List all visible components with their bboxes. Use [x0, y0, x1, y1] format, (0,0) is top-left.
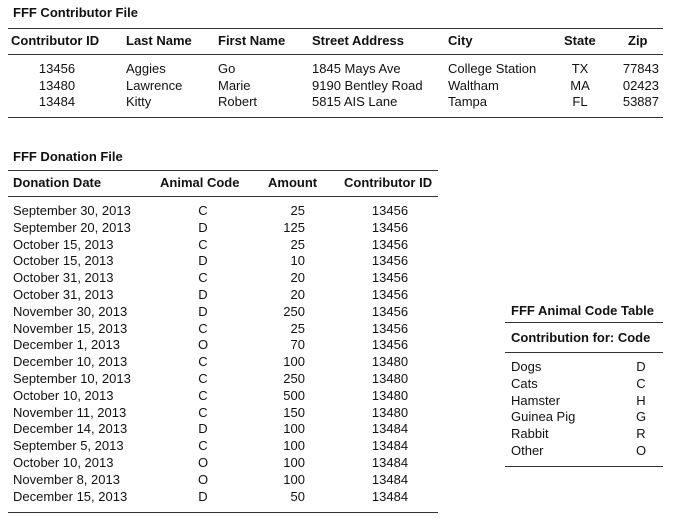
donation-cell-amount: 10 — [290, 253, 305, 269]
donation-cell-donation-date: September 20, 2013 — [13, 219, 131, 235]
contributor-cell-street-address: 1845 Mays Ave — [312, 61, 401, 76]
contributor-cell-contributor-id: 13484 — [38, 94, 76, 109]
donation-cell-amount: 20 — [290, 287, 305, 302]
donation-cell-donation-date: December 10, 2013 — [13, 354, 128, 370]
donation-cell-animal-code: C — [198, 354, 208, 370]
donation-cell-amount: 50 — [290, 488, 305, 504]
contributor-header-rule — [8, 54, 663, 55]
donation-cell-donation-date: September 10, 2013 — [13, 371, 131, 386]
donation-cell-donation-date: October 10, 2013 — [13, 387, 114, 403]
donation-cell-donation-date: October 15, 2013 — [13, 253, 114, 269]
animal-cell-animal-name: Guinea Pig — [511, 409, 576, 425]
contributor-cell-last-name: Aggies — [126, 61, 166, 76]
donation-cell-donation-date: December 14, 2013 — [13, 421, 128, 437]
donation-cell-amount: 100 — [283, 354, 305, 370]
donation-cell-donation-date: October 15, 2013 — [13, 236, 114, 252]
contributor-cell-zip: 53887 — [622, 94, 659, 109]
donation-cell-donation-date: December 1, 2013 — [13, 337, 120, 353]
donation-cell-donation-date: November 30, 2013 — [13, 303, 128, 319]
donation-cell-donation-date: September 30, 2013 — [13, 203, 131, 218]
donation-top-rule — [8, 170, 438, 171]
donation-cell-animal-code: C — [198, 203, 208, 218]
contributor-top-rule — [8, 28, 663, 29]
donation-cell-animal-code: C — [198, 236, 208, 252]
animal-code-header: Contribution for: Code — [511, 330, 651, 345]
donation-cell-animal-code: C — [198, 404, 208, 420]
donation-cell-animal-code: D — [198, 303, 208, 319]
donation-cell-contributor-id: 13484 — [371, 488, 409, 504]
donation-cell-contributor-id: 13480 — [371, 371, 409, 386]
donation-cell-amount: 100 — [283, 421, 305, 437]
donation-cell-amount: 250 — [283, 303, 305, 319]
animal-bottom-rule — [505, 466, 663, 467]
contributor-cell-state: TX — [571, 61, 589, 76]
donation-cell-donation-date: October 31, 2013 — [13, 270, 114, 286]
donation-cell-contributor-id: 13456 — [371, 203, 409, 218]
donation-cell-contributor-id: 13456 — [371, 236, 409, 252]
donation-cell-donation-date: September 5, 2013 — [13, 438, 124, 454]
animal-cell-code: G — [635, 409, 647, 425]
donation-cell-animal-code: O — [197, 471, 209, 487]
donation-cell-amount: 25 — [290, 203, 305, 218]
donation-cell-amount: 250 — [283, 371, 305, 386]
column-header-last-name: Last Name — [126, 33, 192, 48]
donation-bottom-rule — [8, 512, 438, 513]
contributor-file-title: FFF Contributor File — [13, 5, 138, 20]
donation-cell-amount: 150 — [283, 404, 305, 420]
contributor-cell-first-name: Marie — [218, 77, 251, 93]
donation-cell-contributor-id: 13456 — [371, 287, 409, 302]
column-header-amount: Amount — [268, 175, 318, 190]
column-header-contributor-id: Contributor ID — [11, 33, 100, 48]
contributor-cell-state: FL — [572, 94, 588, 109]
donation-cell-contributor-id: 13456 — [371, 270, 409, 286]
donation-cell-animal-code: O — [197, 337, 209, 353]
donation-cell-amount: 100 — [283, 471, 305, 487]
donation-cell-animal-code: D — [198, 421, 208, 437]
contributor-cell-first-name: Robert — [218, 94, 258, 109]
donation-cell-amount: 70 — [290, 337, 305, 353]
donation-cell-donation-date: November 15, 2013 — [13, 320, 128, 336]
donation-cell-donation-date: October 31, 2013 — [13, 287, 114, 302]
contributor-cell-last-name: Kitty — [126, 94, 152, 109]
donation-cell-donation-date: November 8, 2013 — [13, 471, 120, 487]
donation-cell-contributor-id: 13456 — [371, 253, 409, 269]
contributor-cell-zip: 02423 — [622, 77, 659, 93]
contributor-cell-street-address: 9190 Bentley Road — [312, 77, 423, 93]
contributor-cell-zip: 77843 — [622, 61, 659, 76]
animal-cell-code: H — [636, 392, 646, 408]
donation-cell-animal-code: C — [198, 320, 208, 336]
donation-cell-contributor-id: 13456 — [371, 337, 409, 353]
animal-cell-animal-name: Hamster — [511, 392, 561, 408]
donation-cell-amount: 500 — [283, 387, 305, 403]
animal-top-rule — [505, 322, 663, 323]
column-header-street-address: Street Address — [312, 33, 404, 48]
donation-header-rule — [8, 196, 438, 197]
column-header-first-name: First Name — [218, 33, 286, 48]
contributor-cell-street-address: 5815 AIS Lane — [312, 94, 398, 109]
animal-cell-code: R — [636, 426, 646, 442]
column-header-contributor-id: Contributor ID — [344, 175, 433, 190]
donation-cell-contributor-id: 13480 — [371, 354, 409, 370]
donation-cell-contributor-id: 13456 — [371, 303, 409, 319]
column-header-state: State — [564, 33, 596, 48]
donation-cell-donation-date: November 11, 2013 — [13, 404, 127, 420]
contributor-cell-first-name: Go — [218, 61, 236, 76]
donation-cell-amount: 125 — [283, 219, 305, 235]
animal-cell-animal-name: Cats — [511, 375, 538, 391]
column-header-zip: Zip — [628, 33, 648, 48]
donation-cell-amount: 20 — [290, 270, 305, 286]
donation-cell-contributor-id: 13484 — [371, 438, 409, 454]
column-header-city: City — [448, 33, 473, 48]
contributor-cell-city: College Station — [448, 61, 537, 76]
donation-cell-contributor-id: 13484 — [371, 455, 409, 470]
column-header-animal-code: Animal Code — [160, 175, 240, 190]
donation-cell-animal-code: D — [198, 488, 208, 504]
donation-cell-amount: 25 — [290, 236, 305, 252]
animal-cell-code: O — [635, 443, 647, 458]
donation-cell-animal-code: C — [198, 387, 208, 403]
animal-cell-animal-name: Rabbit — [511, 426, 549, 442]
animal-cell-code: D — [636, 359, 646, 374]
contributor-cell-last-name: Lawrence — [126, 77, 183, 93]
contributor-cell-city: Tampa — [448, 94, 488, 109]
donation-cell-animal-code: O — [197, 455, 209, 470]
column-header-donation-date: Donation Date — [13, 175, 102, 190]
donation-cell-animal-code: D — [198, 253, 208, 269]
donation-cell-contributor-id: 13484 — [371, 471, 409, 487]
animal-code-table-title: FFF Animal Code Table — [511, 303, 655, 318]
donation-cell-animal-code: C — [198, 438, 208, 454]
animal-cell-animal-name: Other — [511, 443, 544, 458]
donation-cell-animal-code: D — [198, 287, 208, 302]
contributor-cell-city: Waltham — [448, 77, 499, 93]
donation-cell-contributor-id: 13480 — [371, 404, 409, 420]
donation-file-title: FFF Donation File — [13, 149, 123, 164]
donation-cell-amount: 100 — [283, 455, 305, 470]
contributor-cell-contributor-id: 13456 — [38, 61, 76, 76]
donation-cell-amount: 100 — [283, 438, 305, 454]
donation-cell-animal-code: D — [198, 219, 208, 235]
contributor-bottom-rule — [8, 117, 663, 118]
donation-cell-animal-code: C — [198, 270, 208, 286]
donation-cell-contributor-id: 13456 — [371, 219, 409, 235]
donation-cell-donation-date: October 10, 2013 — [13, 455, 114, 470]
contributor-cell-state: MA — [570, 77, 590, 93]
contributor-cell-contributor-id: 13480 — [38, 77, 76, 93]
animal-header-rule — [505, 352, 663, 353]
animal-cell-animal-name: Dogs — [511, 359, 542, 374]
donation-cell-contributor-id: 13480 — [371, 387, 409, 403]
donation-cell-contributor-id: 13484 — [371, 421, 409, 437]
animal-cell-code: C — [636, 375, 646, 391]
donation-cell-amount: 25 — [290, 320, 305, 336]
donation-cell-contributor-id: 13456 — [371, 320, 409, 336]
donation-cell-donation-date: December 15, 2013 — [13, 488, 128, 504]
donation-cell-animal-code: C — [198, 371, 208, 386]
